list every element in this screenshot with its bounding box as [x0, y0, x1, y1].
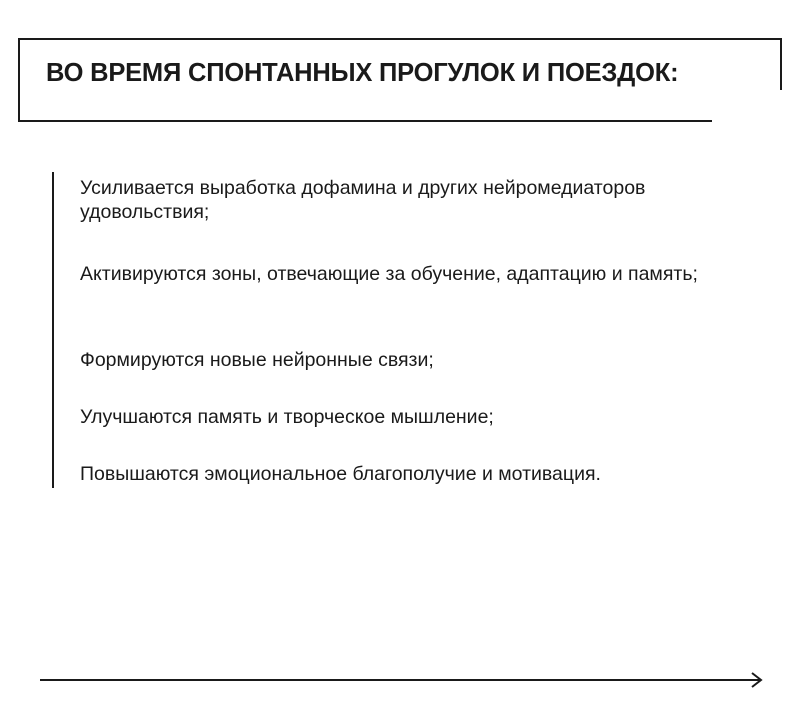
page-title: ВО ВРЕМЯ СПОНТАННЫХ ПРОГУЛОК И ПОЕЗДОК: [46, 59, 679, 87]
frame-left-line [18, 38, 20, 122]
frame-right-line [780, 38, 782, 90]
list-item: Активируются зоны, отвечающие за обучение, адаптацию и память; [80, 263, 698, 285]
list-item: Формируются новые нейронные связи; [80, 349, 434, 371]
effects-list [52, 172, 754, 488]
title-frame [18, 38, 782, 122]
list-item: Улучшаются память и творческое мышление; [80, 406, 494, 428]
frame-bottom-line [18, 120, 712, 122]
arrow-right-icon[interactable] [40, 669, 764, 691]
list-item: Повышаются эмоциональное благополучие и мотивация. [80, 463, 601, 485]
list-item: Усиливается выработка дофамина и других нейромедиаторов удовольствия; [80, 177, 646, 223]
frame-top-line [18, 38, 782, 40]
